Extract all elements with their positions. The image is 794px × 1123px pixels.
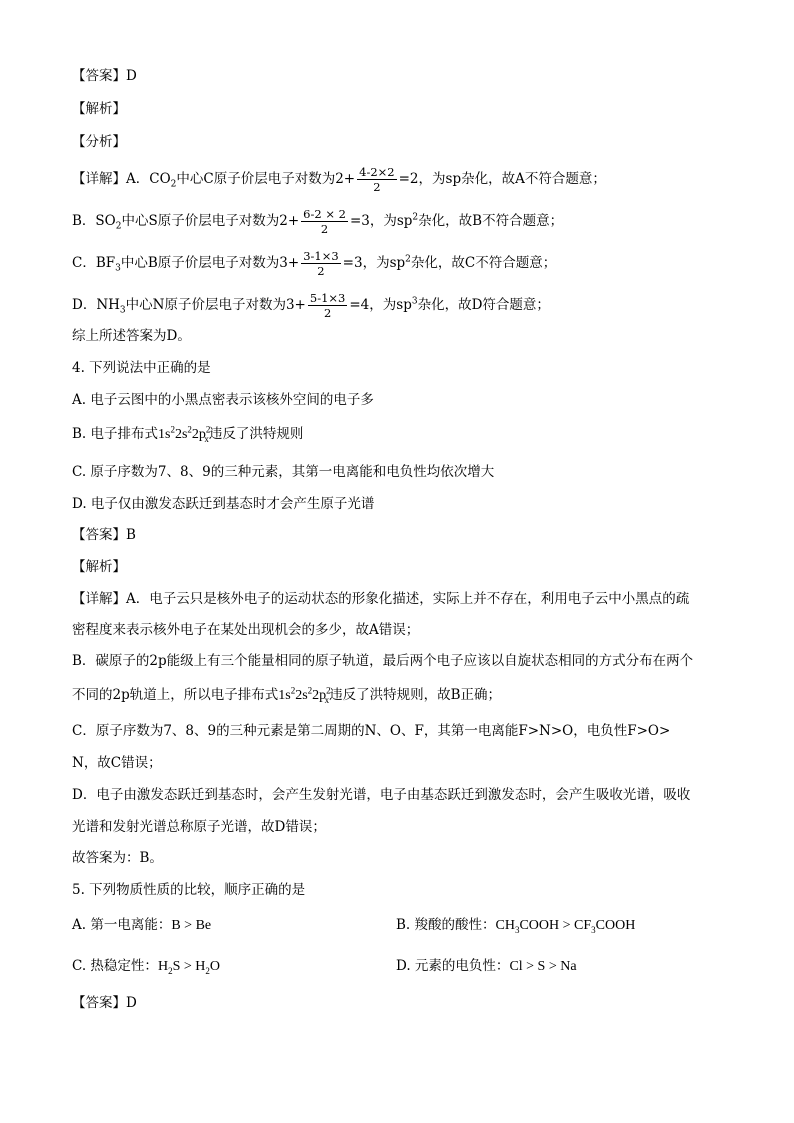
q4-option-c: C. 原子序数为7、8、9的三种元素，其第一电离能和电负性均依次增大 (72, 464, 495, 480)
q3-answer: 【答案】D (72, 68, 137, 84)
q4-stem: 4. 下列说法中正确的是 (72, 360, 211, 376)
q4-explain-d-line1: D．电子由激发态跃迁到基态时，会产生发射光谱，电子由基态跃迁到激发态时，会产生吸收光谱，吸收 (72, 787, 691, 803)
q5-option-c: C. 热稳定性：$H_2S > H_2O$ (72, 958, 220, 976)
electron-config: $1s^22s^22p^2_x$ (158, 424, 211, 444)
q5-option-d: D. 元素的电负性：Cl > S > Na (396, 958, 577, 974)
q4-explain-b-line1: B．碳原子的2p能级上有三个能量相同的原子轨道，最后两个电子应该以自旋状态相同的方式分布在两个 (72, 653, 694, 669)
q3-explain-a: 【详解】A．$CO_2$中心C原子价层电子对数为2+ $\frac{4-2\times 2}{2}$ =2，为sp杂化，故A不符合题意； (72, 165, 606, 194)
q5-option-a: A. 第一电离能：B > Be (72, 917, 212, 933)
q4-explain-a-line1: 【详解】A．电子云只是核外电子的运动状态的形象化描述，实际上并不存在，利用电子云中小黑点的疏 (72, 591, 690, 607)
fraction: $\frac{5-1\times 3}{2}$ (309, 291, 346, 320)
fraction: $\frac{6-2 \times 2}{2}$ (303, 207, 346, 236)
fraction: $\frac{3-1\times 3}{2}$ (303, 249, 339, 278)
q4-option-a: A. 电子云图中的小黑点密表示该核外空间的电子多 (72, 392, 374, 408)
q4-option-d: D. 电子仅由激发态跃迁到基态时才会产生原子光谱 (72, 496, 375, 512)
q4-answer: 【答案】B (72, 527, 136, 543)
fraction: $\frac{4-2\times 2}{2}$ (359, 165, 395, 194)
q5-stem: 5. 下列物质性质的比较，顺序正确的是 (72, 882, 306, 898)
q4-explain-a-line2: 密程度来表示核外电子在某处出现机会的多少，故A错误； (72, 622, 420, 638)
q3-explain-c: C．$BF_3$中心B原子价层电子对数为3+ $\frac{3-1\times 3}{2}$ =3，为$sp^2$杂化，故C不符合题意； (72, 249, 557, 278)
q3-analysis-label: 【解析】 (72, 101, 126, 117)
q4-explain-c-line2: N，故C错误； (72, 755, 162, 771)
q5-option-b: B. 羧酸的酸性：$CH_3COOH$ > $CF_3COOH$ (396, 917, 636, 935)
q4-summary: 故答案为：B。 (72, 850, 163, 866)
q3-explain-b: B．$SO_2$中心S原子价层电子对数为2+ $\frac{6-2 \times 2}{2}$ =3，为$sp^2$杂化，故B不符合题意； (72, 207, 564, 236)
q3-summary: 综上所述答案为D。 (72, 328, 191, 344)
q3-fenxi-label: 【分析】 (72, 134, 126, 150)
q4-explain-b-line2: 不同的2p轨道上，所以电子排布式$1s^22s^22p^2_x$违反了洪特规则，故B正确； (72, 685, 502, 705)
q4-option-b: B. 电子排布式$1s^22s^22p^2_x$违反了洪特规则 (72, 424, 304, 444)
q4-explain-c-line1: C．原子序数为7、8、9的三种元素是第二周期的N、O、F，其第一电离能F>N>O，电负性F>O> (72, 723, 671, 739)
electron-config: $1s^22s^22p^2_x$ (278, 685, 331, 705)
q4-explain-d-line2: 光谱和发射光谱总称原子光谱，故D错误； (72, 819, 326, 835)
q3-explain-d: D．$NH_3$中心N原子价层电子对数为3+ $\frac{5-1\times 3}{2}$ =4，为$sp^3$杂化，故D符合题意； (72, 291, 550, 320)
q4-analysis-label: 【解析】 (72, 559, 126, 575)
q5-answer: 【答案】D (72, 995, 137, 1011)
